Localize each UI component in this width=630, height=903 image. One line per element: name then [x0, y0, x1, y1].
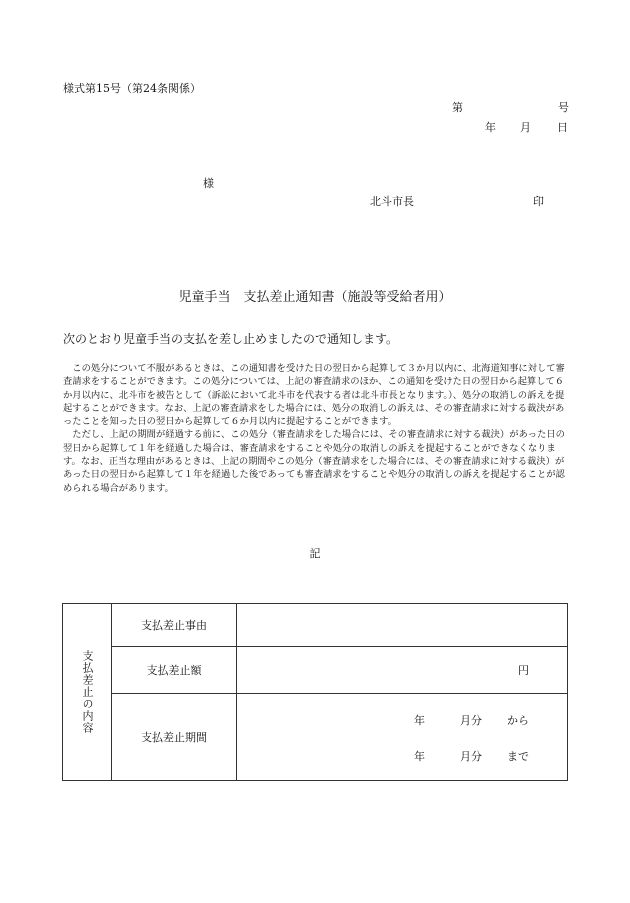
to-month: 月分 — [460, 750, 482, 763]
reason-label: 支払差止事由 — [112, 604, 237, 647]
sender-name: 北斗市長 — [370, 195, 414, 208]
to-word: まで — [507, 750, 529, 763]
date-day: 日 — [557, 121, 568, 134]
period-field[interactable] — [237, 694, 568, 781]
form-number-label: 様式第15号（第24条関係） — [63, 82, 201, 95]
date-year: 年 — [485, 121, 496, 134]
amount-label: 支払差止額 — [112, 647, 237, 694]
notice-paragraph-1: この処分について不服があるときは、この通知書を受けた日の翌日から起算して３か月以内に、北海道知事に対して審査請求をすることができます。この処分については、上記の審査請求のほか、この通知を受けた日の翌日から起算して６か月以内に、北斗市を被告として（訴訟において北斗市を代表する者は北斗市長となります。）、処分の取消しの訴えを提起することができます。なお、上記の審査請求をした場合には、処分の取消しの訴えは、その審査請求に対する裁決があったことを知った日の翌日から起算して６か月以内に提起することができます。 — [63, 363, 565, 428]
amount-field[interactable] — [237, 647, 568, 694]
period-label: 支払差止期間 — [112, 694, 237, 781]
table-row-period — [63, 694, 568, 781]
document-number-suffix: 号 — [558, 101, 569, 114]
document-title: 児童手当 支払差止通知書（施設等受給者用） — [178, 290, 452, 305]
amount-unit: 円 — [518, 664, 529, 677]
lead-sentence: 次のとおり児童手当の支払を差し止めましたので通知します。 — [63, 332, 399, 346]
seal-mark: 印 — [533, 195, 544, 208]
document-number-prefix: 第 — [452, 101, 463, 114]
reason-field[interactable] — [237, 604, 568, 647]
table-row-amount — [63, 647, 568, 694]
from-month: 月分 — [460, 714, 482, 727]
ki-heading: 記 — [309, 547, 321, 560]
addressee-honorific: 様 — [203, 177, 214, 190]
side-label: 支払差止の内容 — [63, 604, 112, 781]
to-year: 年 — [414, 750, 425, 763]
appeal-notice — [63, 362, 571, 495]
from-word: から — [507, 714, 529, 727]
date-month: 月 — [520, 121, 531, 134]
notice-paragraph-2: ただし、上記の期間が経過する前に、この処分（審査請求をした場合には、その審査請求に対する裁決）があった日の翌日から起算して１年を経過した場合は、審査請求をすることや処分の取消しの訴えを提起することができなくなります。なお、正当な理由があるときは、上記の期間やこの処分（審査請求をした場合には、その審査請求に対する裁決）があった日の翌日から起算して１年を経過した後であっても審査請求をすることや処分の取消しの訴えを提起することが認められる場合があります。 — [63, 429, 565, 494]
table-row-reason — [63, 604, 568, 647]
suspension-details-table — [62, 603, 568, 781]
from-year: 年 — [414, 714, 425, 727]
